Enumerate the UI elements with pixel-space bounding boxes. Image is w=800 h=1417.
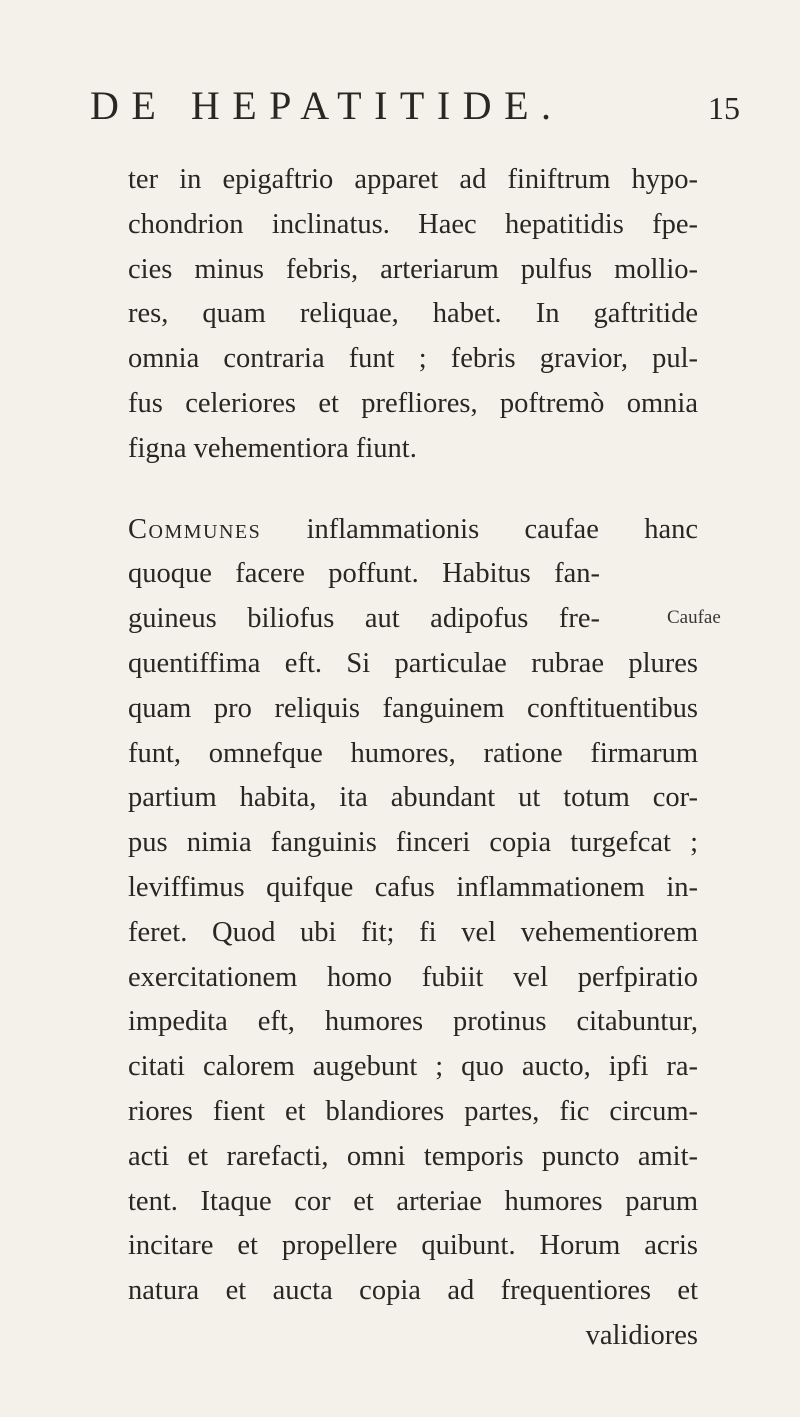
text-line: omnia contraria funt ; febris gravior, pul- [128, 343, 698, 375]
text-line: ter in epigaftrio apparet ad finiftrum hypo- [128, 164, 698, 195]
text-line-opening [128, 508, 698, 553]
text-line: riores fient et blandiores partes, fic circum- [128, 1095, 698, 1127]
text-line: pus nimia fanguinis finceri copia turgefcat ; [128, 827, 698, 859]
text-line: fus celeriores et prefliores, poftremò omnia [128, 387, 698, 419]
text-line: leviffimus quifque cafus inflammationem in- [128, 871, 698, 903]
text-line: chondrion inclinatus. Haec hepatitidis fpe- [128, 208, 698, 240]
text-line: tent. Itaque cor et arteriae humores parum [128, 1185, 698, 1217]
running-title: DE HEPATITIDE. [90, 83, 564, 128]
text-line: quam pro reliquis fanguinem conftituentibus [128, 692, 698, 724]
text-line: exercitationem homo fubiit vel perfpiratio [128, 961, 698, 993]
page-header [90, 78, 740, 134]
text-line: incitare et propellere quibunt. Horum acris [128, 1230, 698, 1262]
body-text [128, 158, 698, 1359]
text-line: natura et aucta copia ad frequentiores et [128, 1275, 698, 1307]
margin-note: Caufae [667, 607, 721, 628]
text-line: acti et rarefacti, omni temporis puncto amit- [128, 1140, 698, 1172]
paragraph-1 [128, 158, 698, 472]
text-line: cies minus febris, arteriarum pulfus mollio- [128, 253, 698, 285]
text-line: funt, omnefque humores, ratione firmarum [128, 737, 698, 769]
page-number: 15 [708, 90, 740, 126]
text-line: figna vehementiora fiunt. [128, 432, 417, 464]
text-line: quoque facere poffunt. Habitus fan- [128, 558, 600, 590]
text-line: partium habita, ita abundant ut totum cor- [128, 782, 698, 814]
text-line: feret. Quod ubi fit; fi vel vehementiorem [128, 916, 698, 948]
section-initial-word: Communes [128, 513, 262, 545]
catchword: validiores [585, 1319, 698, 1351]
opening-line-rest: inflammationis caufae hanc [261, 513, 698, 545]
text-line: impedita eft, humores protinus citabuntur, [128, 1006, 698, 1038]
paragraph-2 [128, 508, 698, 1359]
text-line: quentiffima eft. Si particulae rubrae plures [128, 647, 698, 679]
text-line: guineus biliofus aut adipofus fre- [128, 603, 600, 635]
text-line: res, quam reliquae, habet. In gaftritide [128, 298, 698, 330]
text-line: citati calorem augebunt ; quo aucto, ipfi ra- [128, 1051, 698, 1083]
